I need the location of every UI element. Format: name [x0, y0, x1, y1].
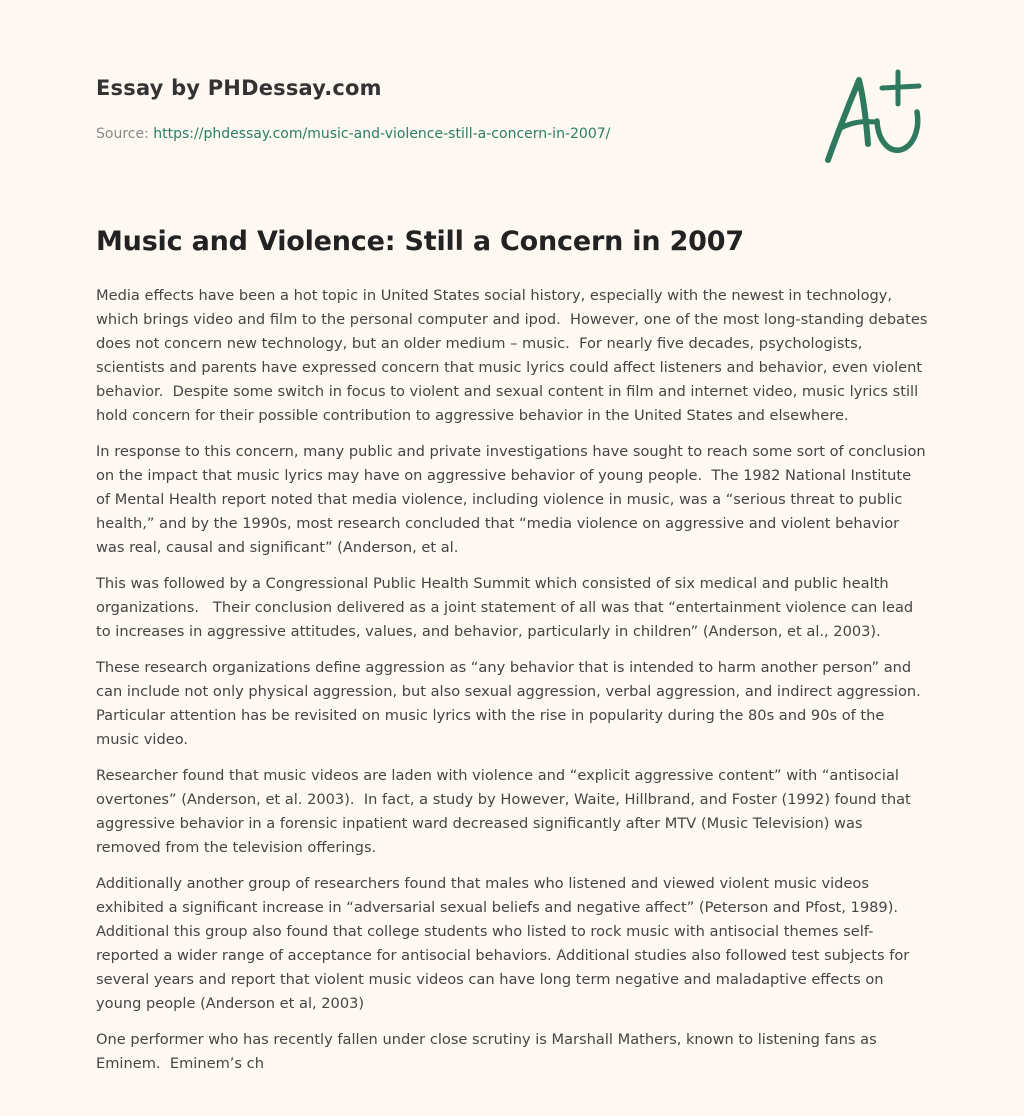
page-header: [96, 76, 796, 142]
paragraph-1: Media effects have been a hot topic in United States social history, especially with the newest in technology, which brings video and film to the personal computer and ipod. However, one of the most long-standing debates does not concern new technology, but an older medium – music. For nearly five decades, psychologists, scientists and parents have expressed concern that music lyrics could affect listeners and behavior, even violent behavior. Despite some switch in focus to violent and sexual content in film and internet video, music lyrics still hold concern for their possible contribution to aggressive behavior in the United States and elsewhere.: [96, 287, 933, 424]
source-line: [96, 126, 796, 142]
site-brand: Essay by PHDessay.com: [96, 76, 382, 100]
source-link[interactable]: https://phdessay.com/music-and-violence-still-a-concern-in-2007/: [153, 126, 611, 142]
paragraph-5: Researcher found that music videos are laden with violence and “explicit aggressive content” with “antisocial overtones” (Anderson, et al. 2003). In fact, a study by However, Waite, Hillbrand, and Foster (1992) found that aggressive behavior in a forensic inpatient ward decreased significantly after MTV (Music Television) was removed from the television offerings.: [96, 767, 916, 856]
paragraph-4: These research organizations define aggression as “any behavior that is intended to harm another person” and can include not only physical aggression, but also sexual aggression, verbal aggression, and indirect aggression. Particular attention has be revisited on music lyrics with the rise in popularity during the 80s and 90s of the music video.: [96, 659, 931, 748]
essay-title: Music and Violence: Still a Concern in 2007: [96, 226, 744, 257]
essay-body: [96, 284, 933, 1088]
source-label: Source:: [96, 126, 154, 142]
paragraph-3: This was followed by a Congressional Public Health Summit which consisted of six medical and public health organizations. Their conclusion delivered as a joint statement of all was that “entertainment violence can lead to increases in aggressive attitudes, values, and behavior, particularly in children” (Anderson, et al., 2003).: [96, 575, 918, 640]
paragraph-7: One performer who has recently fallen under close scrutiny is Marshall Mathers, known to listening fans as Eminem. Eminem’s ch: [96, 1031, 882, 1072]
paragraph-6: Additionally another group of researchers found that males who listened and viewed violent music videos exhibited a significant increase in “adversarial sexual beliefs and negative affect” (Peterson and Pfost, 1989). Additional this group also found that college students who listed to rock music with antisocial themes self-reported a wider range of acceptance for antisocial behaviors. Additional studies also followed test subjects for several years and report that violent music videos can have long term negative and maladaptive effects on young people (Anderson et al, 2003): [96, 875, 914, 1012]
paragraph-2: In response to this concern, many public and private investigations have sought to reach some sort of conclusion on the impact that music lyrics may have on aggressive behavior of young people. The 1982 National Institute of Mental Health report noted that media violence, including violence in music, was a “serious threat to public health,” and by the 1990s, most research concluded that “media violence on aggressive and violent behavior was real, causal and significant” (Anderson, et al.: [96, 443, 931, 556]
a-plus-grade-icon: [818, 66, 930, 166]
